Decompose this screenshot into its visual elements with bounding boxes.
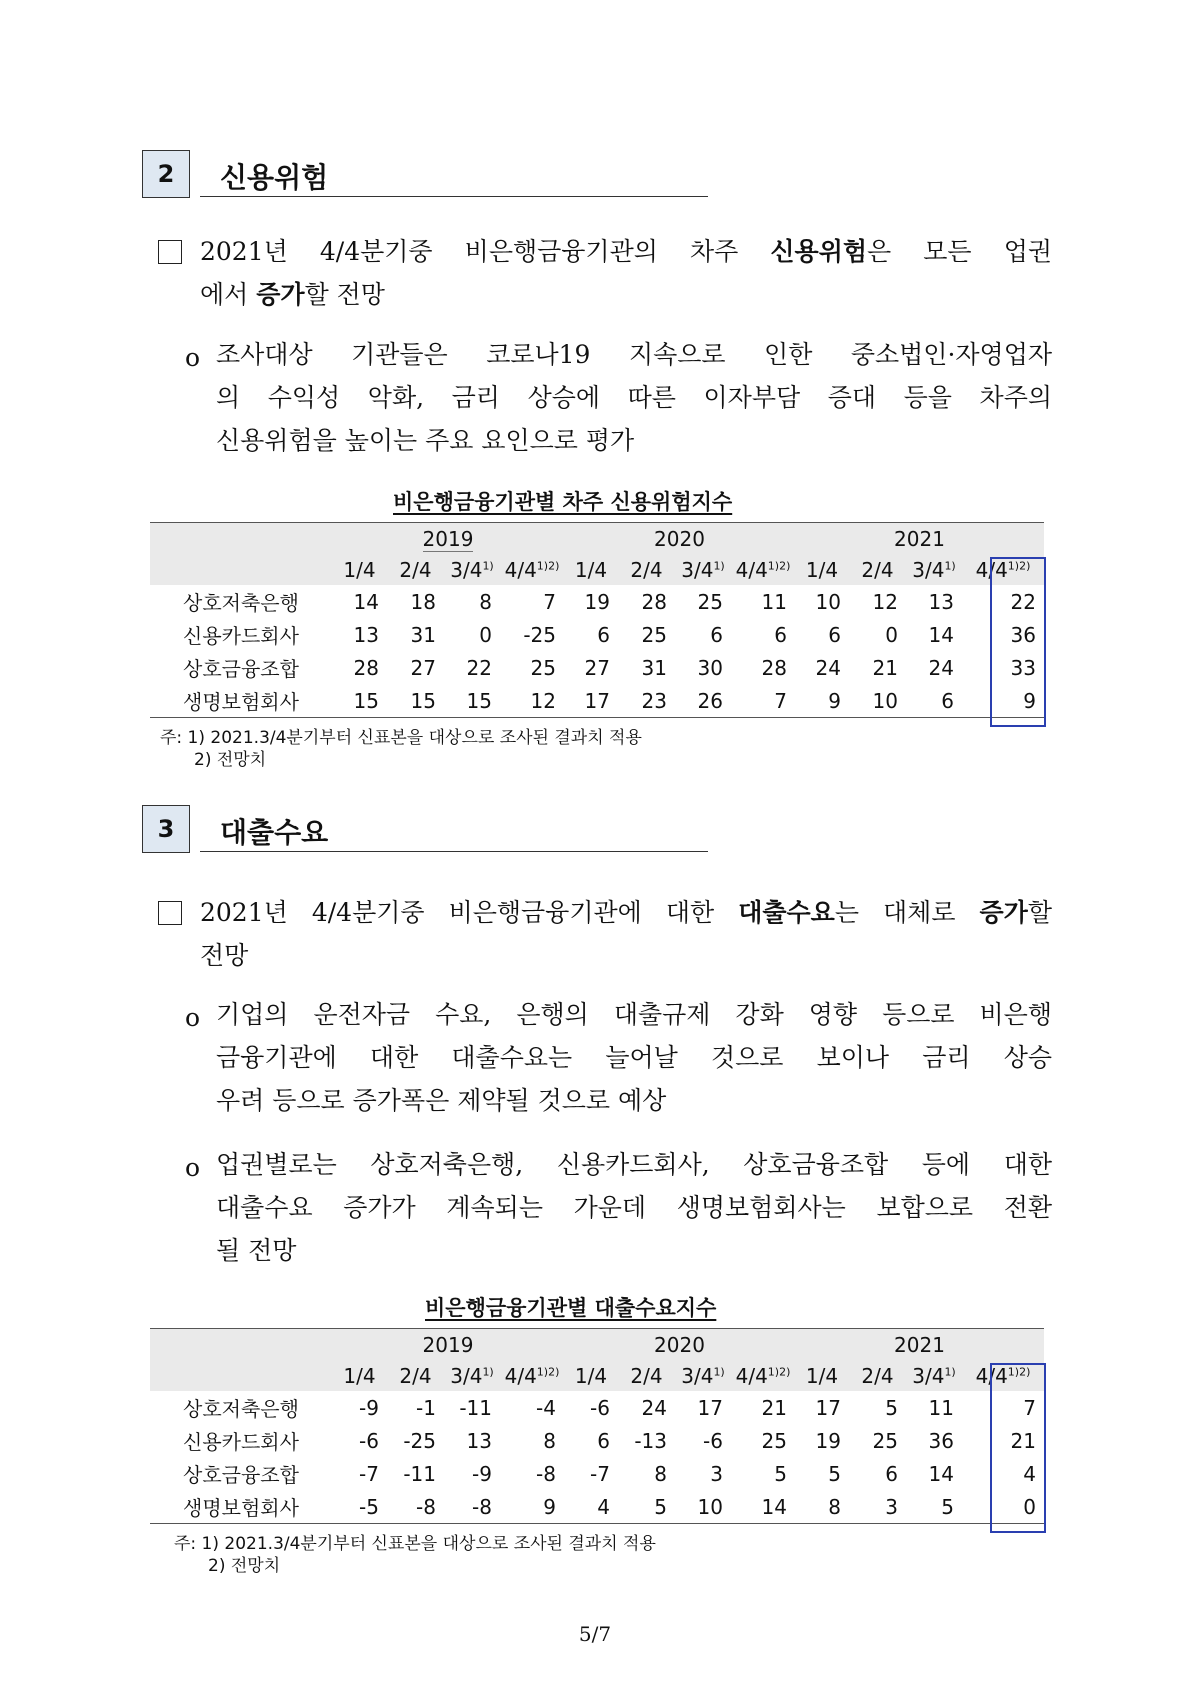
footnote-mark: 1)2) [767, 559, 791, 573]
section-underline [200, 196, 708, 197]
cell-value: 18 [410, 589, 436, 614]
summary-text: 는 대체로 [834, 898, 980, 927]
cell-value: -7 [359, 1461, 379, 1486]
cell-value: 21 [1010, 1428, 1036, 1453]
detail-line: 조사대상 기관들은 코로나19 지속으로 인한 중소법인·자영업자 [216, 340, 1052, 369]
cell-value: 10 [815, 589, 841, 614]
quarter-header [731, 555, 795, 585]
credit-risk-table [150, 522, 1044, 718]
cell-value: 22 [466, 655, 492, 680]
cell-value: 21 [872, 655, 898, 680]
cell-value: 28 [353, 655, 379, 680]
detail-line: 될 전망 [216, 1236, 297, 1265]
year-label: 2021 [894, 1333, 945, 1357]
year-header [564, 1329, 795, 1362]
cell-value: 11 [928, 1395, 954, 1420]
header-blank [150, 523, 332, 556]
section-underline [200, 851, 708, 852]
cell-value: 25 [530, 655, 556, 680]
cell-value: 15 [332, 684, 387, 718]
section-number: 3 [142, 805, 190, 853]
detail-line: 대출수요 증가가 계속되는 가운데 생명보험회사는 보합으로 전환 [216, 1193, 1052, 1222]
cell-value: 8 [654, 1461, 667, 1486]
cell-value: 9 [962, 684, 1044, 718]
cell-value: 12 [872, 589, 898, 614]
cell-value: -1 [416, 1395, 436, 1420]
quarter-header: 2/4 [618, 555, 675, 585]
cell-value: 15 [387, 684, 444, 718]
quarter-label: 4/4 [975, 1364, 1008, 1388]
cell-value: 0 [885, 622, 898, 647]
footnote-mark: 1)2) [767, 1365, 791, 1379]
year-label: 2020 [654, 527, 705, 551]
quarter-header [675, 1361, 731, 1391]
header-blank [150, 1329, 332, 1362]
summary-text: 할 전망 [304, 280, 385, 309]
cell-value: 8 [479, 589, 492, 614]
section-number: 2 [142, 150, 190, 198]
cell-value: 0 [479, 622, 492, 647]
section-3-summary [200, 891, 1052, 977]
table-row [150, 1457, 1044, 1490]
cell-value: 8 [543, 1428, 556, 1453]
footnote-mark: 1) [944, 1365, 956, 1379]
cell-value: 10 [675, 1490, 731, 1524]
cell-value: -6 [590, 1395, 610, 1420]
cell-value: 22 [1010, 589, 1036, 614]
cell-value: 19 [815, 1428, 841, 1453]
cell-value: 13 [466, 1428, 492, 1453]
year-header [795, 523, 1044, 556]
cell-value: -8 [536, 1461, 556, 1486]
checkbox-square-icon [158, 240, 182, 264]
row-label: 상호금융조합 [183, 657, 299, 681]
cell-value: 30 [697, 655, 723, 680]
year-header [332, 1329, 564, 1362]
quarter-header [444, 1361, 500, 1391]
bullet-o: o [185, 1003, 201, 1032]
cell-value: 25 [872, 1428, 898, 1453]
row-label: 상호저축은행 [183, 1397, 299, 1421]
table-row [150, 1391, 1044, 1424]
section-title: 대출수요 [220, 816, 329, 849]
section-title: 신용위험 [220, 161, 329, 194]
year-label: 2019 [422, 1333, 474, 1357]
year-label: 2021 [894, 527, 945, 551]
cell-value: 25 [761, 1428, 787, 1453]
cell-value: 6 [597, 1428, 610, 1453]
quarter-label: 3/4 [681, 558, 714, 582]
cell-value: 28 [761, 655, 787, 680]
footnote-mark: 1)2) [536, 559, 560, 573]
cell-value: 9 [795, 684, 849, 718]
summary-bold-credit-risk: 신용위험 [770, 237, 868, 266]
cell-value: 21 [761, 1395, 787, 1420]
header-blank [150, 555, 332, 585]
cell-value: 7 [731, 684, 795, 718]
footnote-mark: 1) [713, 559, 725, 573]
checkbox-square-icon [158, 901, 182, 925]
quarter-header [731, 1361, 795, 1391]
year-label: 2019 [422, 527, 474, 551]
cell-value: -9 [472, 1461, 492, 1486]
cell-value: 6 [828, 622, 841, 647]
quarter-header: 1/4 [795, 555, 849, 585]
cell-value: 7 [1023, 1395, 1036, 1420]
detail-line: 금융기관에 대한 대출수요는 늘어날 것으로 보이나 금리 상승 [216, 1043, 1052, 1072]
cell-value: 5 [906, 1490, 962, 1524]
cell-value: 36 [1010, 622, 1036, 647]
cell-value: -25 [403, 1428, 436, 1453]
cell-value: 15 [444, 684, 500, 718]
year-header [332, 523, 564, 556]
cell-value: 4 [1023, 1461, 1036, 1486]
detail-line: 우려 등으로 증가폭은 제약될 것으로 예상 [216, 1086, 667, 1115]
cell-value: 5 [828, 1461, 841, 1486]
table-row [150, 684, 1044, 718]
cell-value: 7 [543, 589, 556, 614]
row-label: 신용카드회사 [183, 1430, 299, 1454]
cell-value: -11 [459, 1395, 492, 1420]
footnote-mark: 1) [713, 1365, 725, 1379]
cell-value: 6 [597, 622, 610, 647]
cell-value: 23 [618, 684, 675, 718]
footnote-mark: 1)2) [1007, 1365, 1031, 1379]
quarter-label: 4/4 [735, 558, 768, 582]
quarter-label: 3/4 [912, 558, 945, 582]
quarter-header: 2/4 [849, 1361, 906, 1391]
detail-line: 기업의 운전자금 수요, 은행의 대출규제 강화 영향 등으로 비은행 [216, 1000, 1052, 1029]
row-label: 상호저축은행 [183, 591, 299, 615]
quarter-header: 2/4 [618, 1361, 675, 1391]
cell-value: 10 [849, 684, 906, 718]
cell-value: -5 [332, 1490, 387, 1524]
cell-value: 6 [885, 1461, 898, 1486]
table-row [150, 1490, 1044, 1524]
detail-line: 신용위험을 높이는 주요 요인으로 평가 [216, 426, 635, 455]
cell-value: 14 [731, 1490, 795, 1524]
cell-value: -6 [703, 1428, 723, 1453]
table-note-2: 2) 전망치 [194, 750, 267, 770]
detail-line: 업권별로는 상호저축은행, 신용카드회사, 상호금융조합 등에 대한 [216, 1150, 1052, 1179]
summary-text: 할 [1027, 898, 1052, 927]
cell-value: 24 [641, 1395, 667, 1420]
cell-value: -25 [523, 622, 556, 647]
cell-value: 17 [697, 1395, 723, 1420]
section-2-summary [200, 230, 1052, 316]
cell-value: -7 [590, 1461, 610, 1486]
cell-value: 14 [928, 1461, 954, 1486]
table-row [150, 585, 1044, 618]
quarter-label: 3/4 [912, 1364, 945, 1388]
quarter-header: 1/4 [332, 1361, 387, 1391]
footnote-mark: 1) [482, 1365, 494, 1379]
quarter-header: 2/4 [387, 555, 444, 585]
cell-value: -11 [403, 1461, 436, 1486]
cell-value: 3 [849, 1490, 906, 1524]
row-label: 생명보험회사 [150, 1490, 332, 1524]
cell-value: 13 [928, 589, 954, 614]
summary-text: 에서 [200, 280, 257, 309]
cell-value: 4 [564, 1490, 618, 1524]
quarter-label: 4/4 [504, 558, 537, 582]
table-row [150, 1424, 1044, 1457]
cell-value: 14 [928, 622, 954, 647]
summary-text: 2021년 4/4분기중 비은행금융기관의 차주 [200, 237, 771, 266]
cell-value: 5 [885, 1395, 898, 1420]
row-label: 생명보험회사 [150, 684, 332, 718]
quarter-label: 4/4 [504, 1364, 537, 1388]
cell-value: 8 [795, 1490, 849, 1524]
bullet-o: o [185, 1153, 201, 1182]
quarter-label: 3/4 [450, 1364, 483, 1388]
section-2-detail [216, 333, 1052, 462]
quarter-header [906, 1361, 962, 1391]
bullet-o: o [185, 343, 201, 372]
summary-text: 전망 [200, 941, 249, 970]
quarter-label: 3/4 [681, 1364, 714, 1388]
table-row [150, 651, 1044, 684]
cell-value: 28 [641, 589, 667, 614]
table-note-2: 2) 전망치 [208, 1556, 281, 1576]
table-note-1: 주: 1) 2021.3/4분기부터 신표본을 대상으로 조사된 결과치 적용 [174, 1534, 656, 1554]
cell-value: 24 [928, 655, 954, 680]
summary-text: 2021년 4/4분기중 비은행금융기관에 대한 [200, 898, 739, 927]
footnote-mark: 1) [482, 559, 494, 573]
quarter-header: 1/4 [564, 555, 618, 585]
quarter-header [500, 555, 564, 585]
cell-value: 25 [641, 622, 667, 647]
cell-value: 3 [710, 1461, 723, 1486]
cell-value: 11 [761, 589, 787, 614]
summary-bold-loan-demand: 대출수요 [738, 898, 835, 927]
table-title-loan-demand: 비은행금융기관별 대출수요지수 [425, 1296, 717, 1320]
quarter-header [906, 555, 962, 585]
cell-value: 6 [710, 622, 723, 647]
row-label: 신용카드회사 [183, 624, 299, 648]
quarter-label: 4/4 [975, 558, 1008, 582]
cell-value: 31 [641, 655, 667, 680]
cell-value: 0 [962, 1490, 1044, 1524]
year-header [564, 523, 795, 556]
header-blank [150, 1361, 332, 1391]
detail-line: 의 수익성 악화, 금리 상승에 따른 이자부담 증대 등을 차주의 [216, 383, 1052, 412]
cell-value: -13 [634, 1428, 667, 1453]
year-label: 2020 [654, 1333, 705, 1357]
quarter-header: 2/4 [387, 1361, 444, 1391]
table-title-credit-risk: 비은행금융기관별 차주 신용위험지수 [393, 490, 733, 514]
cell-value: 26 [675, 684, 731, 718]
cell-value: 36 [928, 1428, 954, 1453]
table-note-1: 주: 1) 2021.3/4분기부터 신표본을 대상으로 조사된 결과치 적용 [160, 728, 642, 748]
loan-demand-table [150, 1328, 1044, 1524]
summary-text: 은 모든 업권 [867, 237, 1052, 266]
cell-value: 25 [697, 589, 723, 614]
cell-value: 33 [1010, 655, 1036, 680]
quarter-header [444, 555, 500, 585]
cell-value: 14 [353, 589, 379, 614]
cell-value: 9 [500, 1490, 564, 1524]
cell-value: 27 [584, 655, 610, 680]
quarter-label: 3/4 [450, 558, 483, 582]
footnote-mark: 1)2) [536, 1365, 560, 1379]
cell-value: 17 [564, 684, 618, 718]
cell-value: 12 [500, 684, 564, 718]
forecast-highlight-box [990, 557, 1046, 727]
year-header [795, 1329, 1044, 1362]
footnote-mark: 1) [944, 559, 956, 573]
cell-value: -4 [536, 1395, 556, 1420]
cell-value: 5 [774, 1461, 787, 1486]
cell-value: -9 [359, 1395, 379, 1420]
cell-value: 13 [353, 622, 379, 647]
page-number: 5/7 [578, 1622, 612, 1646]
forecast-highlight-box [990, 1363, 1046, 1533]
cell-value: 27 [410, 655, 436, 680]
section-3-detail-2 [216, 1143, 1052, 1272]
cell-value: -6 [359, 1428, 379, 1453]
quarter-header: 1/4 [564, 1361, 618, 1391]
cell-value: 24 [815, 655, 841, 680]
cell-value: -8 [387, 1490, 444, 1524]
cell-value: 6 [774, 622, 787, 647]
cell-value: -8 [444, 1490, 500, 1524]
quarter-header: 1/4 [332, 555, 387, 585]
quarter-header [500, 1361, 564, 1391]
cell-value: 5 [618, 1490, 675, 1524]
quarter-header: 1/4 [795, 1361, 849, 1391]
cell-value: 6 [906, 684, 962, 718]
table-row [150, 618, 1044, 651]
quarter-header [675, 555, 731, 585]
row-label: 상호금융조합 [183, 1463, 299, 1487]
summary-bold-increase: 증가 [256, 280, 305, 309]
cell-value: 19 [584, 589, 610, 614]
footnote-mark: 1)2) [1007, 559, 1031, 573]
cell-value: 17 [815, 1395, 841, 1420]
section-3-detail-1 [216, 993, 1052, 1122]
summary-bold-increase: 증가 [979, 898, 1028, 927]
cell-value: 31 [410, 622, 436, 647]
quarter-label: 4/4 [735, 1364, 768, 1388]
quarter-header: 2/4 [849, 555, 906, 585]
